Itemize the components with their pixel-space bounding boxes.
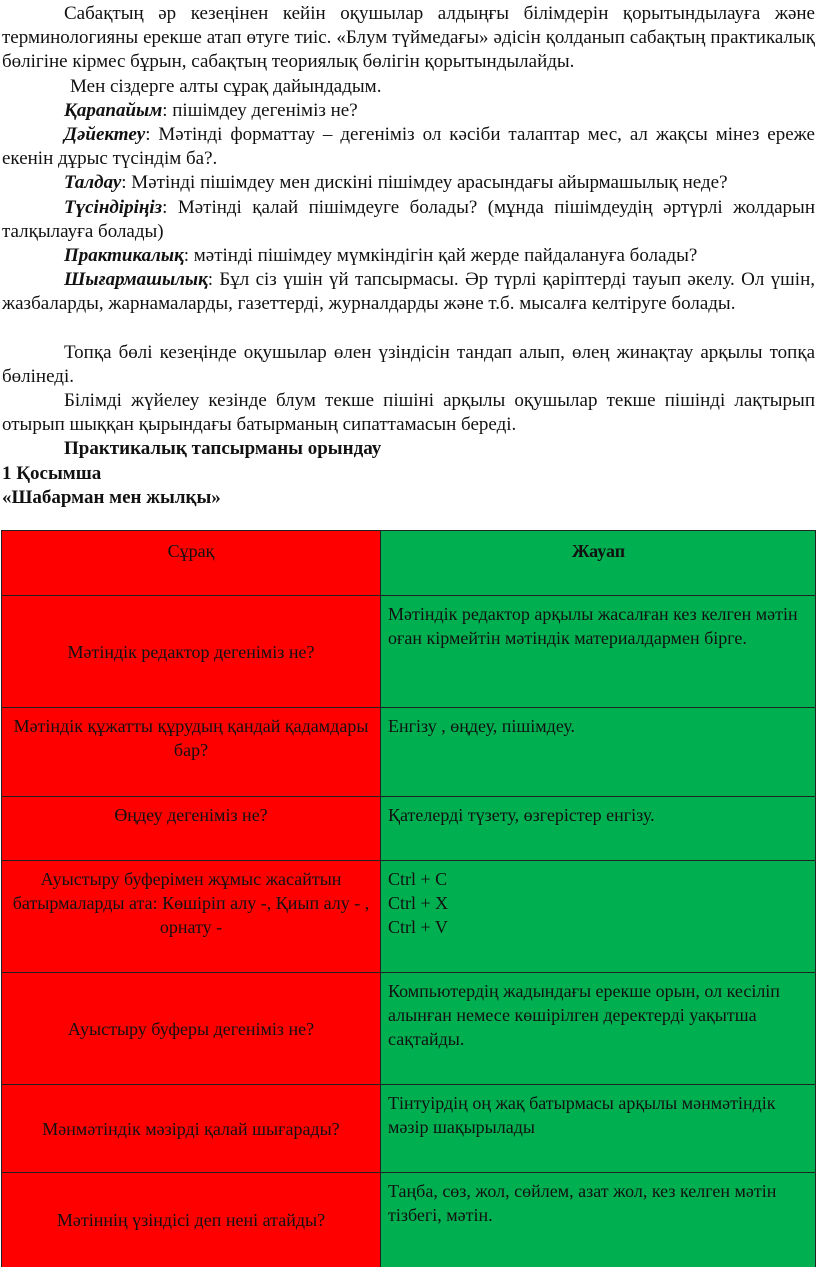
answer-cell (381, 797, 816, 861)
answer-cell (381, 1085, 816, 1173)
shortcut-paste: Ctrl + V (388, 917, 448, 937)
table-row (2, 1173, 816, 1267)
table-header-row (2, 531, 816, 596)
answer-cell (381, 708, 816, 797)
question-text: Ауыстыру буферімен жұмыс жасайтын батырмаларды ата: Көшіріп алу -, Қиып алу - , орнату - (12, 869, 370, 937)
blum-question-text: : Бұл сіз үшін үй тапсырмасы. Әр түрлі қаріптерді тауып әкелу. Ол үшін, жазбаларды, жарнамаларды, газеттерді, журналдарды және т.б. мысалға келтіруге болады. (2, 269, 815, 315)
blum-term: Қарапайым (64, 99, 163, 121)
blum-term: Дәйектеу (64, 124, 146, 146)
blum-question-justify (2, 123, 815, 171)
intro-paragraph: Сабақтың әр кезеңінен кейін оқушылар алдыңғы білімдерін қорытындылауға және терминологияны ерекше атап өтуге тиіс. «Блум түймедағы» әдісін қолданып сабақтың практикалық бөлігіне кірмес бұрын, сабақтың теориялық бөлігін қорытындылайды. (2, 3, 815, 73)
answer-text (381, 861, 815, 939)
question-cell (2, 973, 381, 1085)
table-row (2, 861, 816, 973)
question-text: Мәтіндік құжатты құрудың қандай қадамдары бар? (13, 716, 369, 760)
answer-header-cell (381, 531, 816, 596)
question-cell (2, 596, 381, 708)
question-cell (2, 1085, 381, 1173)
qa-table (1, 530, 816, 1267)
knowledge-systematization-paragraph: Білімді жүйелеу кезінде блум текше пішіні арқылы оқушылар текше пішінді лақтырып отырып шыққан қырындағы батырманың сипаттамасын береді. (2, 390, 815, 436)
answer-cell (381, 596, 816, 708)
table-row (2, 708, 816, 797)
blum-question-text: : Мәтінді пішімдеу мен дискіні пішімдеу арасындағы айырмашылық неде? (121, 172, 728, 194)
appendix-heading: 1 Қосымша (2, 462, 102, 484)
answer-text: Тінтуірдің оң жақ батырмасы арқылы мәнмәтіндік мәзір шақырылады (388, 1093, 776, 1137)
blum-question-simple (2, 99, 815, 123)
answer-cell (381, 973, 816, 1085)
answer-text: Қателерді түзету, өзгерістер енгізу. (388, 805, 655, 825)
blum-term: Практикалық (64, 245, 184, 267)
intro-six-questions: Мен сіздерге алты сұрақ дайындадым. (70, 75, 382, 97)
blum-question-explain (2, 196, 815, 244)
question-text: Мәтіннің үзіндісі деп нені атайды? (56, 1210, 326, 1230)
blum-term: Шығармашылық (64, 269, 208, 291)
question-text: Мәнмәтіндік мәзірді қалай шығарады? (42, 1118, 340, 1139)
blum-term: Талдау (64, 172, 122, 194)
blum-question-text: : мәтінді пішімдеу мүмкіндігін қай жерде пайдалануға болады? (183, 245, 698, 267)
answer-cell (381, 1173, 816, 1267)
document-body (0, 0, 815, 510)
blum-term: Түсіндіріңіз (64, 196, 163, 218)
shortcut-cut: Ctrl + X (388, 893, 449, 913)
question-header: Сұрақ (167, 541, 215, 561)
question-cell (2, 797, 381, 861)
question-cell (2, 861, 381, 973)
blum-question-text: : Мәтінді қалай пішімдеуге болады? (мұнда пішімдеудің әртүрлі жолдарын талқылауға болады) (2, 196, 815, 242)
question-text: Мәтіндік редактор дегеніміз не? (67, 641, 315, 662)
answer-text: Компьютердің жадындағы ерекше орын, ол кесіліп алынған немесе көшірілген деректерді уақытша сақтайды. (388, 981, 780, 1049)
blank-line (2, 317, 815, 341)
blum-question-creative (2, 268, 815, 316)
blum-question-text: : Мәтінді форматтау – дегеніміз ол кәсіби талаптар мес, ал жақсы мінез ереже екенін дұрыс түсіндім ба?. (2, 124, 815, 170)
answer-cell (381, 861, 816, 973)
table-row (2, 973, 816, 1085)
table-row (2, 797, 816, 861)
answer-text: Таңба, сөз, жол, сөйлем, азат жол, кез келген мәтін тізбегі, мәтін. (388, 1181, 777, 1225)
answer-text: Енгізу , өңдеу, пішімдеу. (388, 716, 576, 736)
table-title: «Шабарман мен жылқы» (2, 486, 221, 508)
table-row (2, 596, 816, 708)
answer-text: Мәтіндік редактор арқылы жасалған кез келген мәтін оған кірмейтін мәтіндік материалдармен бірге. (388, 604, 798, 648)
question-header-cell (2, 531, 381, 596)
blum-question-analyze (2, 171, 815, 195)
group-division-paragraph: Топқа бөлі кезеңінде оқушылар өлен үзіндісін тандап алып, өлең жинақтау арқылы топқа бөлінеді. (2, 341, 815, 387)
question-text: Ауыстыру буферы дегеніміз не? (67, 1018, 315, 1039)
blum-question-practical (2, 244, 815, 268)
question-cell (2, 708, 381, 797)
practical-task-heading: Практикалық тапсырманы орындау (64, 438, 382, 460)
answer-header: Жауап (571, 541, 626, 561)
table-row (2, 1085, 816, 1173)
question-text: Өңдеу дегеніміз не? (114, 805, 268, 825)
shortcut-copy: Ctrl + C (388, 869, 448, 889)
question-cell (2, 1173, 381, 1267)
blum-question-text: : пішімдеу дегеніміз не? (162, 99, 358, 121)
